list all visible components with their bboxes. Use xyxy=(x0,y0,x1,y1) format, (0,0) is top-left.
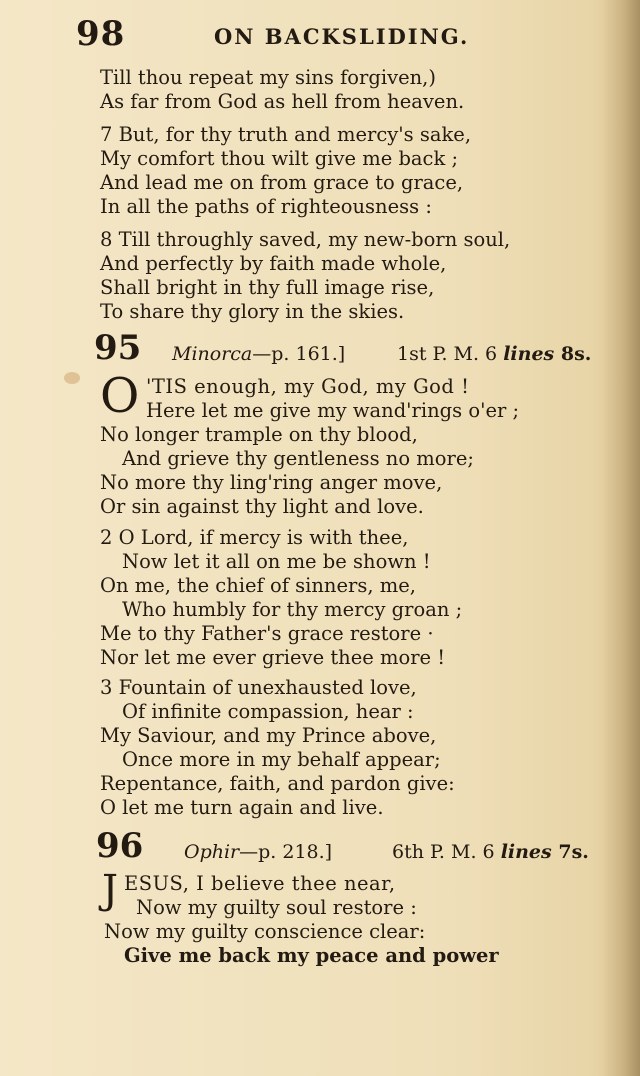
hymn-number: 96 xyxy=(96,826,144,866)
tune-name xyxy=(184,841,332,863)
verse-line: ESUS, I believe thee near, xyxy=(124,872,396,895)
tune-reference: —p. 218.] xyxy=(239,841,333,863)
meter xyxy=(397,343,591,365)
hymn-number: 95 xyxy=(94,328,142,368)
verse-line: As far from God as hell from heaven. xyxy=(100,90,465,113)
verse-line: 7 But, for thy truth and mercy's sake, xyxy=(100,123,472,146)
page-header xyxy=(76,14,496,60)
verse-line: On me, the chief of sinners, me, xyxy=(100,574,416,597)
drop-cap: J xyxy=(102,867,119,913)
verse-line: Now my guilty conscience clear: xyxy=(104,920,426,943)
running-title: ON BACKSLIDING. xyxy=(214,24,470,49)
verse-line: Or sin against thy light and love. xyxy=(100,495,424,518)
verse-line: And grieve thy gentleness no more; xyxy=(122,447,474,470)
verse-line: Nor let me ever grieve thee more ! xyxy=(100,646,446,669)
verse-line: Once more in my behalf appear; xyxy=(122,748,441,771)
meter-prefix: 6th P. M. 6 xyxy=(392,841,501,863)
verse-line: Now my guilty soul restore : xyxy=(136,896,417,919)
meter-lines: lines xyxy=(503,343,555,365)
verse-line: 'TIS enough, my God, my God ! xyxy=(146,375,470,398)
verse-line: 2 O Lord, if mercy is with thee, xyxy=(100,526,409,549)
meter-suffix: 8s. xyxy=(554,343,592,365)
drop-cap: O xyxy=(100,368,140,424)
page-number: 98 xyxy=(76,14,126,54)
paper-stain xyxy=(64,372,80,384)
verse-line: And perfectly by faith made whole, xyxy=(100,252,447,275)
tune-reference: —p. 161.] xyxy=(252,343,346,365)
verse-line: 8 Till throughly saved, my new-born soul, xyxy=(100,228,511,251)
verse-line: Now let it all on me be shown ! xyxy=(122,550,431,573)
tune-name xyxy=(172,343,345,365)
page-edge-shadow xyxy=(602,0,640,1076)
meter-suffix: 7s. xyxy=(551,841,589,863)
verse-line: Of infinite compassion, hear : xyxy=(122,700,414,723)
verse-line: Shall bright in thy full image rise, xyxy=(100,276,435,299)
verse-line: Here let me give my wand'rings o'er ; xyxy=(146,399,520,422)
meter xyxy=(392,841,589,863)
verse-line: Me to thy Father's grace restore · xyxy=(100,622,434,645)
verse-line: Till thou repeat my sins forgiven,) xyxy=(100,66,436,89)
verse-line: My Saviour, and my Prince above, xyxy=(100,724,437,747)
meter-lines: lines xyxy=(500,841,552,863)
verse-line: Repentance, faith, and pardon give: xyxy=(100,772,455,795)
tune-title: Ophir xyxy=(184,841,240,863)
verse-line: No more thy ling'ring anger move, xyxy=(100,471,443,494)
tune-title: Minorca xyxy=(172,343,253,365)
verse-line: In all the paths of righteousness : xyxy=(100,195,432,218)
verse-line: To share thy glory in the skies. xyxy=(100,300,405,323)
verse-line: No longer trample on thy blood, xyxy=(100,423,418,446)
meter-prefix: 1st P. M. 6 xyxy=(397,343,504,365)
verse-line: Give me back my peace and power xyxy=(124,944,499,967)
verse-line: 3 Fountain of unexhausted love, xyxy=(100,676,417,699)
verse-line: O let me turn again and live. xyxy=(100,796,384,819)
verse-line: My comfort thou wilt give me back ; xyxy=(100,147,459,170)
verse-line: And lead me on from grace to grace, xyxy=(100,171,464,194)
verse-line: Who humbly for thy mercy groan ; xyxy=(122,598,463,621)
